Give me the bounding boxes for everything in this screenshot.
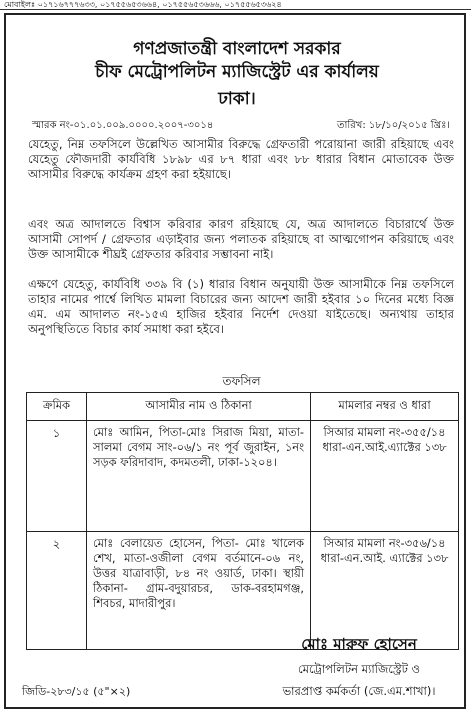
schedule-table (26, 392, 459, 650)
column-header-serial: ক্রমিক (27, 393, 87, 421)
header-office: চীফ মেট্রোপলিটন ম্যাজিস্ট্রেট এর কার্যালয় (95, 62, 379, 82)
table-row (27, 532, 459, 650)
signatory-name: মোঃ মারুফ হোসেন (301, 635, 417, 653)
memo-number: স্মারক নং-০১.০১.০০৯.০০০০.২০০৭-৩০১৪ (32, 120, 214, 131)
notice-frame (4, 13, 466, 709)
gd-code: জিডি-২৮৩/১৫ (৫"×২) (22, 685, 131, 698)
table-row (27, 421, 459, 532)
signatory-title: মেট্রোপলিটন ম্যাজিস্ট্রেট ও (298, 662, 420, 676)
schedule-title: তফসিল (222, 374, 261, 388)
top-contact-strip: মোবাইলঃ ০১৭১৬৭৭৭৬৩৩, ০১৭৫৫৬৫৩৬৬৪, ০১৭৫৫৬৫৩৬৬৬, ০১৭৫৫৬৫৩৬২৪ (0, 0, 471, 10)
case-cell: সিআর মামলা নং-৩৫৬/১৪ ধারা-এন.আই. এ্যাক্টের ১৩৮ (311, 532, 459, 650)
paragraph-warrant: যেহেতু, নিম্ন তফসিলে উল্লেখিত আসামীর বিরুদ্ধে গ্রেফতারী পরোয়ানা জারী রহিয়াছে এবং যেহেতু ফৌজদারী কার্যবিধি ১৮৯৮ এর ৮৭ ধারা এবং ৮৮ ধারার বিধান মোতাবেক উক্ত আসামীর বিরুদ্ধে কার্যক্রম গ্রহণ করা হইয়াছে। (28, 137, 454, 181)
column-header-accused: আসামীর নাম ও ঠিকানা (87, 393, 311, 421)
header-city: ঢাকা। (218, 89, 256, 109)
signatory-designation: ভারপ্রাপ্ত কর্মকর্তা (জে.এম.শাখা)। (282, 684, 436, 698)
schedule-header-row (27, 393, 459, 421)
serial-cell: ২ (27, 532, 87, 650)
serial-cell: ১ (27, 421, 87, 532)
reference-row (32, 118, 450, 135)
notice-date: তারিখ: ১৮/১০/২০১৫ খ্রিঃ। (337, 120, 450, 131)
header-government: গণপ্রজাতন্ত্রী বাংলাদেশ সরকার (133, 39, 341, 59)
accused-cell: মোঃ বেলায়েত হোসেন, পিতা- মোঃ খালেক শেখ, মাতা-ওজীলা বেগম বর্তমানে-০৬ নং, উত্তর যাত্রাবাড়ী, ৮৪ নং ওয়ার্ড, ঢাকা। স্থায়ী ঠিকানা- গ্রাম-বদুয়ারচর, ডাক-বরহামগঞ্জ, শিবচর, মাদারীপুর। (87, 532, 311, 650)
case-cell: সিআর মামলা নং-৩৫৫/১৪ ধারা-এন.আই.এ্যাক্টের ১৩৮ (311, 421, 459, 532)
accused-cell: মোঃ আমিন, পিতা-মোঃ সিরাজ মিয়া, মাতা-সালমা বেগম সাং-০৬/১ নং পূর্ব জুরাইন, ১নং সড়ক ফরিদাবাদ, কদমতলী, ঢাকা-১২০৪। (87, 421, 311, 532)
paragraph-absconding: এবং অত্র আদালতে বিশ্বাস করিবার কারণ রহিয়াছে যে, অত্র আদালতে বিচারার্থে উক্ত আসামী সোপর্দ / গ্রেফতার এড়াইবার জন্য পলাতক রহিয়াছে বা আত্মগোপন করিয়াছে এবং উক্ত আসামীকে শীঘ্রই গ্রেফতার করিবার সম্ভাবনা নাই। (28, 217, 454, 261)
paragraph-order: এক্ষণে যেহেতু, কার্যবিধি ৩৩৯ বি (১) ধারার বিধান অনুযায়ী উক্ত আসামীকে নিম্ন তফসিলে তাহার নামের পার্শ্বে লিখিত মামলা বিচারের জন্য আদেশ জারী হইবার ১০ দিনের মধ্যে বিজ্ঞ এম. এম আদালত নং-১৫এ হাজির হইবার নির্দেশ দেওয়া যাইতেছে। অন্যথায় তাহার অনুপস্থিতিতে বিচার কার্য সমাধা করা হইবে। (28, 277, 454, 336)
column-header-case: মামলার নম্বর ও ধারা (311, 393, 459, 421)
signature-block (254, 633, 464, 702)
